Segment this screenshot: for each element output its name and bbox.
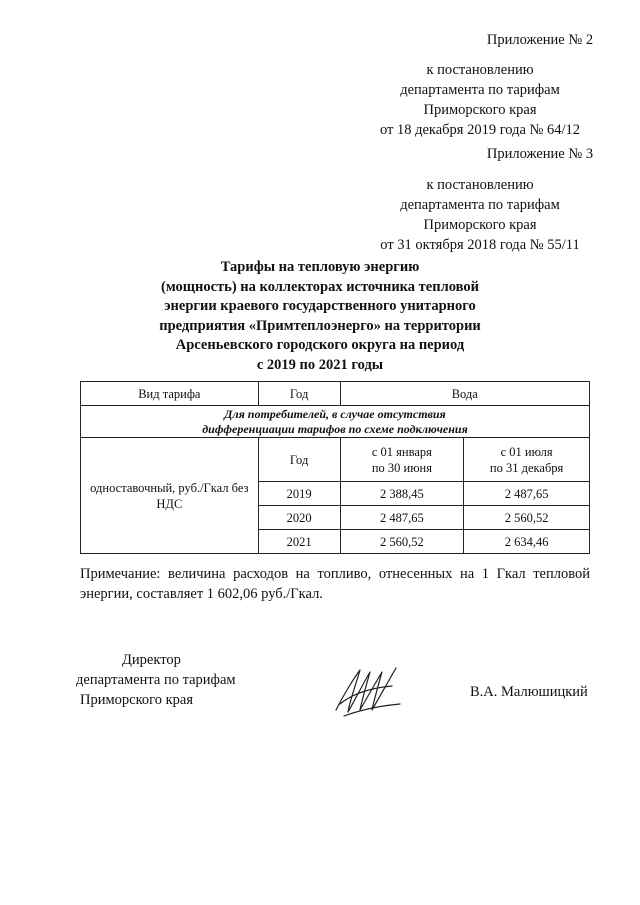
period-line: по 30 июня — [371, 460, 432, 475]
appendix-original-title: Приложение № 3 — [486, 146, 594, 162]
appendix-original — [420, 144, 640, 164]
appendix-line: к постановлению — [426, 177, 534, 193]
title-line: предприятия «Примтеплоэнерго» на территории — [159, 317, 481, 334]
title-line: Тарифы на тепловую энергию — [220, 259, 420, 275]
table-header-row — [81, 382, 590, 406]
period-line: с 01 января — [371, 444, 432, 459]
appendix-line: к постановлению — [426, 62, 534, 78]
signatory-position — [76, 650, 296, 710]
appendix-line: департамента по тарифам — [400, 82, 560, 98]
section-heading — [81, 406, 590, 438]
position-line: Приморского края — [80, 692, 194, 708]
header-water: Вода — [340, 382, 589, 406]
row-h2-value: 2 487,65 — [464, 482, 590, 506]
appendix-line: Приморского края — [423, 217, 537, 233]
appendix-line: Приморского края — [423, 102, 537, 118]
tariff-table — [80, 381, 590, 554]
section-line: Для потребителей, в случае отсутствия — [224, 406, 446, 421]
row-year: 2021 — [258, 530, 340, 554]
signatory-name: В.А. Малюшицкий — [470, 684, 588, 700]
header-year: Год — [258, 382, 340, 406]
appendix-current-title: Приложение № 2 — [486, 32, 594, 48]
appendix-current — [420, 30, 640, 50]
document-title — [120, 258, 520, 375]
position-line: департамента по тарифам — [76, 672, 236, 688]
subheader-period2 — [464, 438, 590, 482]
subheader-year: Год — [258, 438, 340, 482]
position-line: Директор — [122, 652, 181, 668]
appendix-line: от 31 октября 2018 года № 55/11 — [380, 237, 580, 253]
note-paragraph: Примечание: величина расходов на топливо, отнесенных на 1 Гкал тепловой энергии, составляет 1 602,06 руб./Гкал. — [80, 566, 590, 602]
appendix-original-details — [350, 175, 610, 255]
tariff-label: одноставочный, руб./Гкал без НДС — [81, 438, 259, 554]
row-h2-value: 2 634,46 — [464, 530, 590, 554]
title-line: энергии краевого государственного унитарного — [164, 298, 476, 314]
table-section-row — [81, 406, 590, 438]
row-h2-value: 2 560,52 — [464, 506, 590, 530]
row-h1-value: 2 560,52 — [340, 530, 464, 554]
handwritten-signature — [330, 660, 410, 720]
row-h1-value: 2 487,65 — [340, 506, 464, 530]
table-subheader-row — [81, 438, 590, 482]
appendix-line: от 18 декабря 2019 года № 64/12 — [379, 122, 581, 138]
row-year: 2020 — [258, 506, 340, 530]
period-line: с 01 июля — [500, 444, 553, 459]
title-line: (мощность) на коллекторах источника тепловой — [161, 278, 479, 295]
appendix-current-details — [350, 60, 610, 140]
appendix-line: департамента по тарифам — [400, 197, 560, 213]
title-line: Арсеньевского городского округа на период — [175, 337, 465, 353]
title-line: с 2019 по 2021 годы — [256, 356, 384, 373]
section-line: дифференциации тарифов по схеме подключения — [202, 421, 468, 436]
row-year: 2019 — [258, 482, 340, 506]
subheader-period1 — [340, 438, 464, 482]
period-line: по 31 декабря — [489, 460, 564, 475]
header-tariff-type: Вид тарифа — [81, 382, 259, 406]
row-h1-value: 2 388,45 — [340, 482, 464, 506]
